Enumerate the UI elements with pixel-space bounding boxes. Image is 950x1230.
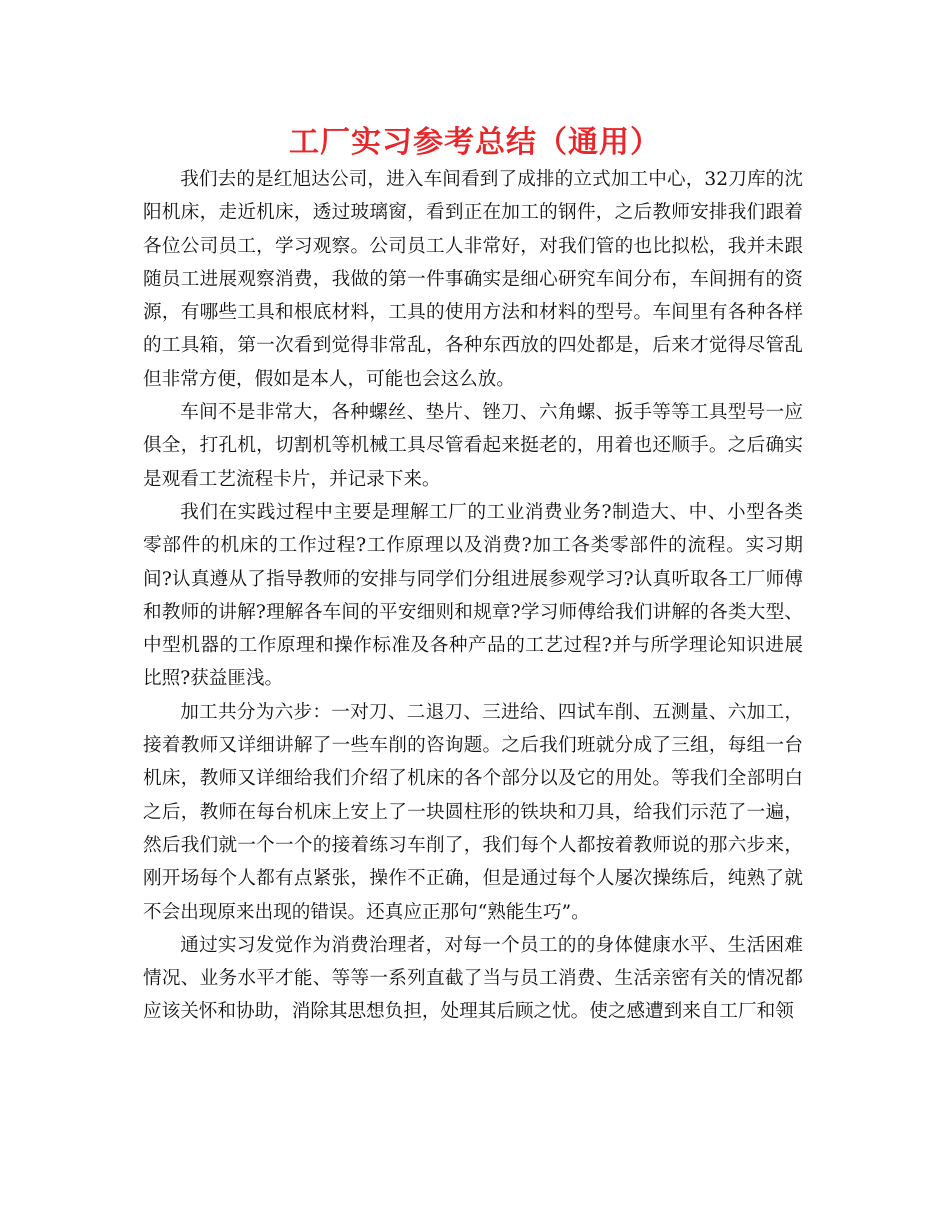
body-paragraph-4: 加工共分为六步：一对刀、二退刀、三进给、四试车削、五测量、六加工，接着教师又详细讲解了一些车削的咨询题。之后我们班就分成了三组，每组一台机床，教师又详细给我们介绍了机床的各个部分以及它的用处。等我们全部明白之后，教师在每台机床上安上了一块圆柱形的铁块和刀具，给我们示范了一遍，然后我们就一个一个的接着练习车削了，我们每个人都按着教师说的那六步来，刚开场每个人都有点紧张，操作不正确，但是通过每个人屡次操练后，纯熟了就不会出现原来出现的错误。还真应正那句“熟能生巧”。	[143, 701, 803, 923]
body-paragraph-1: 我们去的是红旭达公司，进入车间看到了成排的立式加工中心，32刀库的沈阳机床，走近机床，透过玻璃窗，看到正在加工的钢件，之后教师安排我们跟着各位公司员工，学习观察。公司员工人非常好，对我们管的也比拟松，我并未跟随员工进展观察消费，我做的第一件事确实是细心研究车间分布，车间拥有的资源，有哪些工具和根底材料，工具的使用方法和材料的型号。车间里有各种各样的工具箱，第一次看到觉得非常乱，各种东西放的四处都是，后来才觉得尽管乱但非常方便，假如是本人，可能也会这么放。	[143, 169, 803, 390]
body-paragraph-2: 车间不是非常大，各种螺丝、垫片、锉刀、六角螺、扳手等等工具型号一应俱全，打孔机，切割机等机械工具尽管看起来挺老的，用着也还顺手。之后确实是观看工艺流程卡片，并记录下来。	[143, 402, 803, 490]
body-paragraph-5: 通过实习发觉作为消费治理者，对每一个员工的的身体健康水平、生活困难情况、业务水平才能、等等一系列直截了当与员工消费、生活亲密有关的情况都应该关怀和协助，消除其思想负担，处理其后顾之忧。使之感遭到来自工厂和领	[143, 934, 803, 1023]
body-paragraph-3: 我们在实践过程中主要是理解工厂的工业消费业务?制造大、中、小型各类零部件的机床的工作过程?工作原理以及消费?加工各类零部件的流程。实习期间?认真遵从了指导教师的安排与同学们分组进展参观学习?认真听取各工厂师傅和教师的讲解?理解各车间的平安细则和规章?学习师傅给我们讲解的各类大型、中型机器的工作原理和操作标准及各种产品的工艺过程?并与所学理论知识进展比照?获益匪浅。	[143, 501, 803, 690]
document-body	[143, 163, 803, 1029]
document-title: 工厂实习参考总结（通用）	[289, 125, 661, 160]
